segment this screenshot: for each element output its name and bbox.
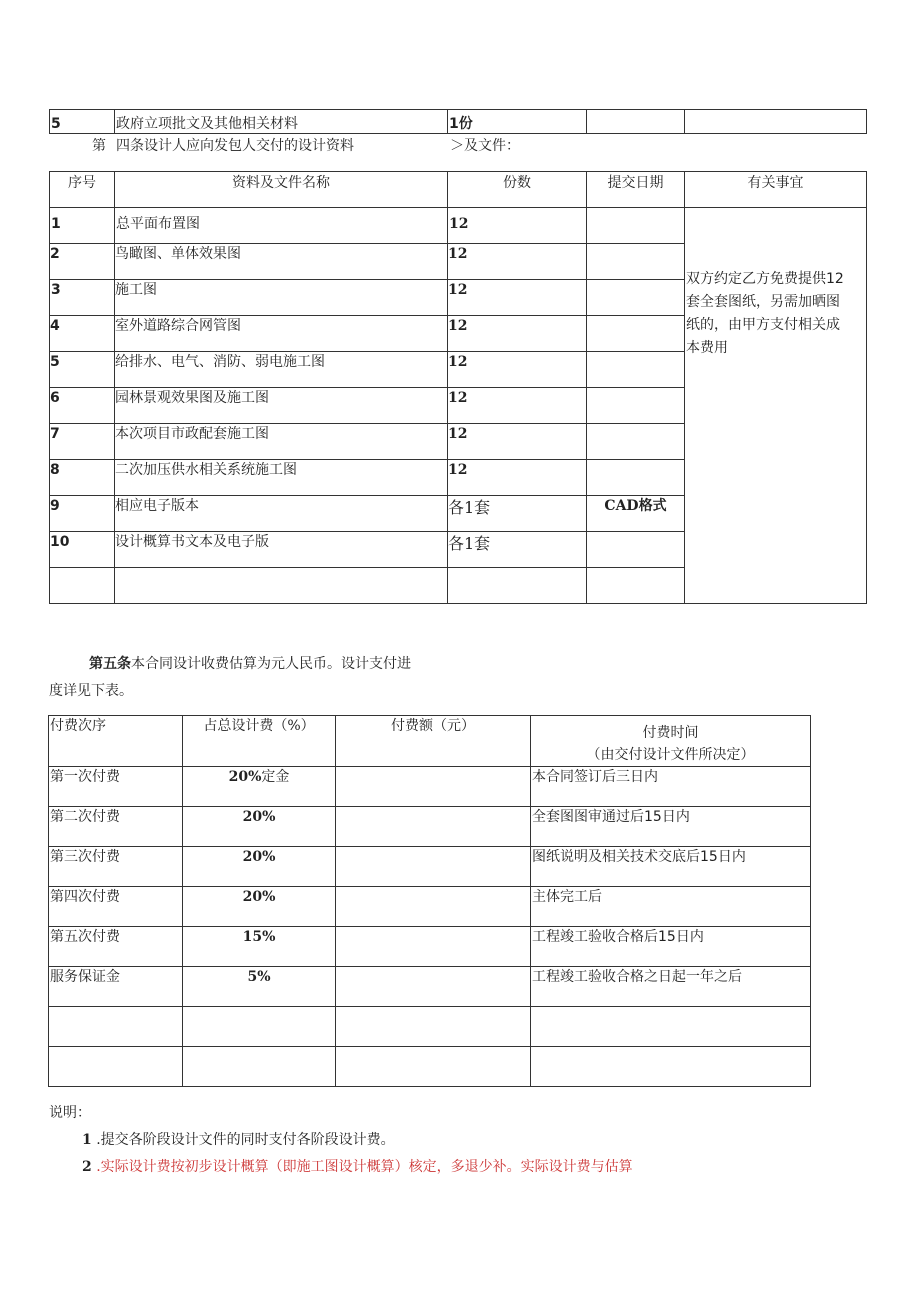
note-text: .实际设计费按初步设计概算（即施工图设计概算）核定，多退少补。实际设计费与估算 bbox=[96, 1159, 633, 1175]
header-no: 序号 bbox=[50, 172, 115, 208]
copies: 12 bbox=[448, 352, 587, 388]
article4-title: 四条设计人应向发包人交付的设计资料 bbox=[116, 138, 354, 154]
percent-value: 20% bbox=[228, 769, 262, 785]
submit-date bbox=[587, 388, 685, 424]
document-name: 政府立项批文及其他相关材料 bbox=[115, 110, 448, 134]
payment-amount bbox=[336, 1047, 531, 1087]
table-row bbox=[49, 807, 811, 847]
document-name: 园林景观效果图及施工图 bbox=[115, 388, 448, 424]
payment-time bbox=[531, 1007, 811, 1047]
table-row bbox=[50, 208, 867, 244]
table-row bbox=[49, 847, 811, 887]
row-number: 3 bbox=[50, 280, 115, 316]
header-time-title: 付费时间 bbox=[642, 725, 699, 741]
note-item bbox=[82, 1132, 395, 1149]
article5-label: 第五条 bbox=[89, 656, 131, 672]
note-line: 套全套图纸，另需加晒图 bbox=[686, 294, 840, 310]
payment-time: 主体完工后 bbox=[531, 887, 811, 927]
row-number bbox=[50, 568, 115, 604]
payment-amount bbox=[336, 847, 531, 887]
payment-amount bbox=[336, 927, 531, 967]
document-name: 施工图 bbox=[115, 280, 448, 316]
row-number: 8 bbox=[50, 460, 115, 496]
header-percent: 占总设计费（%） bbox=[183, 716, 336, 767]
submit-date bbox=[587, 568, 685, 604]
percent-suffix: 定金 bbox=[261, 769, 290, 785]
remarks bbox=[685, 110, 867, 134]
payment-order: 第一次付费 bbox=[49, 767, 183, 807]
note-text: .提交各阶段设计文件的同时支付各阶段设计费。 bbox=[96, 1132, 395, 1148]
copies bbox=[448, 568, 587, 604]
payment-order bbox=[49, 1047, 183, 1087]
article5-text-continued: 度详见下表。 bbox=[49, 683, 133, 699]
payment-amount bbox=[336, 887, 531, 927]
payment-order: 第四次付费 bbox=[49, 887, 183, 927]
payment-order: 第五次付费 bbox=[49, 927, 183, 967]
table-row bbox=[50, 110, 867, 134]
payment-order: 第三次付费 bbox=[49, 847, 183, 887]
note-number: 2 bbox=[82, 1159, 92, 1175]
submit-date bbox=[587, 244, 685, 280]
payment-percent bbox=[183, 1007, 336, 1047]
article4-prefix: 第 bbox=[92, 138, 106, 154]
note-number: 1 bbox=[82, 1132, 92, 1148]
document-name: 鸟瞰图、单体效果图 bbox=[115, 244, 448, 280]
payment-percent: 20% bbox=[183, 887, 336, 927]
submit-date bbox=[587, 352, 685, 388]
payment-amount bbox=[336, 1007, 531, 1047]
copies: 12 bbox=[448, 244, 587, 280]
payment-table bbox=[48, 715, 811, 1087]
document-name: 本次项目市政配套施工图 bbox=[115, 424, 448, 460]
deliverables-table bbox=[49, 171, 867, 604]
article4-suffix: ＞及文件： bbox=[450, 138, 520, 154]
payment-percent bbox=[183, 767, 336, 807]
table-header-row bbox=[50, 172, 867, 208]
previous-table-last-row bbox=[49, 109, 867, 134]
submit-date: CAD格式 bbox=[587, 496, 685, 532]
document-name: 室外道路综合网管图 bbox=[115, 316, 448, 352]
document-name: 总平面布置图 bbox=[115, 208, 448, 244]
header-name: 资料及文件名称 bbox=[115, 172, 448, 208]
note-item bbox=[82, 1159, 633, 1176]
header-time-subtitle: （由交付设计文件所决定） bbox=[586, 747, 755, 763]
notes-title: 说明： bbox=[49, 1105, 91, 1121]
document-name: 给排水、电气、消防、弱电施工图 bbox=[115, 352, 448, 388]
note-line: 本费用 bbox=[686, 340, 728, 356]
row-number: 9 bbox=[50, 496, 115, 532]
document-name: 二次加压供水相关系统施工图 bbox=[115, 460, 448, 496]
header-date: 提交日期 bbox=[587, 172, 685, 208]
document-name bbox=[115, 568, 448, 604]
table-row bbox=[49, 927, 811, 967]
document-name: 设计概算书文本及电子版 bbox=[115, 532, 448, 568]
header-order: 付费次序 bbox=[49, 716, 183, 767]
copies: 各1套 bbox=[448, 532, 587, 568]
header-remarks: 有关事宜 bbox=[685, 172, 867, 208]
payment-time: 工程竣工验收合格之日起一年之后 bbox=[531, 967, 811, 1007]
payment-amount bbox=[336, 767, 531, 807]
payment-time: 本合同签订后三日内 bbox=[531, 767, 811, 807]
row-number: 5 bbox=[50, 352, 115, 388]
article5-paragraph bbox=[89, 656, 411, 673]
submit-date bbox=[587, 532, 685, 568]
submit-date bbox=[587, 280, 685, 316]
submit-date bbox=[587, 208, 685, 244]
copies: 12 bbox=[448, 460, 587, 496]
row-number: 7 bbox=[50, 424, 115, 460]
payment-time bbox=[531, 1047, 811, 1087]
copies: 1份 bbox=[448, 110, 587, 134]
payment-time: 工程竣工验收合格后15日内 bbox=[531, 927, 811, 967]
note-line: 纸的，由甲方支付相关成 bbox=[686, 317, 840, 333]
payment-percent: 15% bbox=[183, 927, 336, 967]
payment-time: 全套图图审通过后15日内 bbox=[531, 807, 811, 847]
row-number: 10 bbox=[50, 532, 115, 568]
payment-percent: 20% bbox=[183, 807, 336, 847]
payment-amount bbox=[336, 967, 531, 1007]
table-row bbox=[49, 967, 811, 1007]
article5-text: 本合同设计收费估算为元人民币。设计支付进 bbox=[131, 656, 411, 672]
header-copies: 份数 bbox=[448, 172, 587, 208]
header-amount: 付费额（元） bbox=[336, 716, 531, 767]
payment-time: 图纸说明及相关技术交底后15日内 bbox=[531, 847, 811, 887]
submit-date bbox=[587, 424, 685, 460]
row-number: 6 bbox=[50, 388, 115, 424]
table-header-row bbox=[49, 716, 811, 767]
table-row bbox=[49, 1047, 811, 1087]
submit-date bbox=[587, 110, 685, 134]
copies: 12 bbox=[448, 388, 587, 424]
payment-percent: 20% bbox=[183, 847, 336, 887]
copies: 12 bbox=[448, 316, 587, 352]
table-row bbox=[49, 767, 811, 807]
payment-percent: 5% bbox=[183, 967, 336, 1007]
payment-order bbox=[49, 1007, 183, 1047]
table-row bbox=[49, 1007, 811, 1047]
payment-order: 服务保证金 bbox=[49, 967, 183, 1007]
row-number: 5 bbox=[50, 110, 115, 134]
submit-date bbox=[587, 316, 685, 352]
row-number: 2 bbox=[50, 244, 115, 280]
payment-amount bbox=[336, 807, 531, 847]
table-row bbox=[49, 887, 811, 927]
submit-date bbox=[587, 460, 685, 496]
copies: 12 bbox=[448, 424, 587, 460]
remarks-note bbox=[685, 208, 867, 604]
copies: 各1套 bbox=[448, 496, 587, 532]
payment-percent bbox=[183, 1047, 336, 1087]
header-time bbox=[531, 716, 811, 767]
copies: 12 bbox=[448, 208, 587, 244]
payment-order: 第二次付费 bbox=[49, 807, 183, 847]
row-number: 1 bbox=[50, 208, 115, 244]
note-line: 双方约定乙方免费提供12 bbox=[686, 271, 844, 287]
copies: 12 bbox=[448, 280, 587, 316]
document-name: 相应电子版本 bbox=[115, 496, 448, 532]
row-number: 4 bbox=[50, 316, 115, 352]
